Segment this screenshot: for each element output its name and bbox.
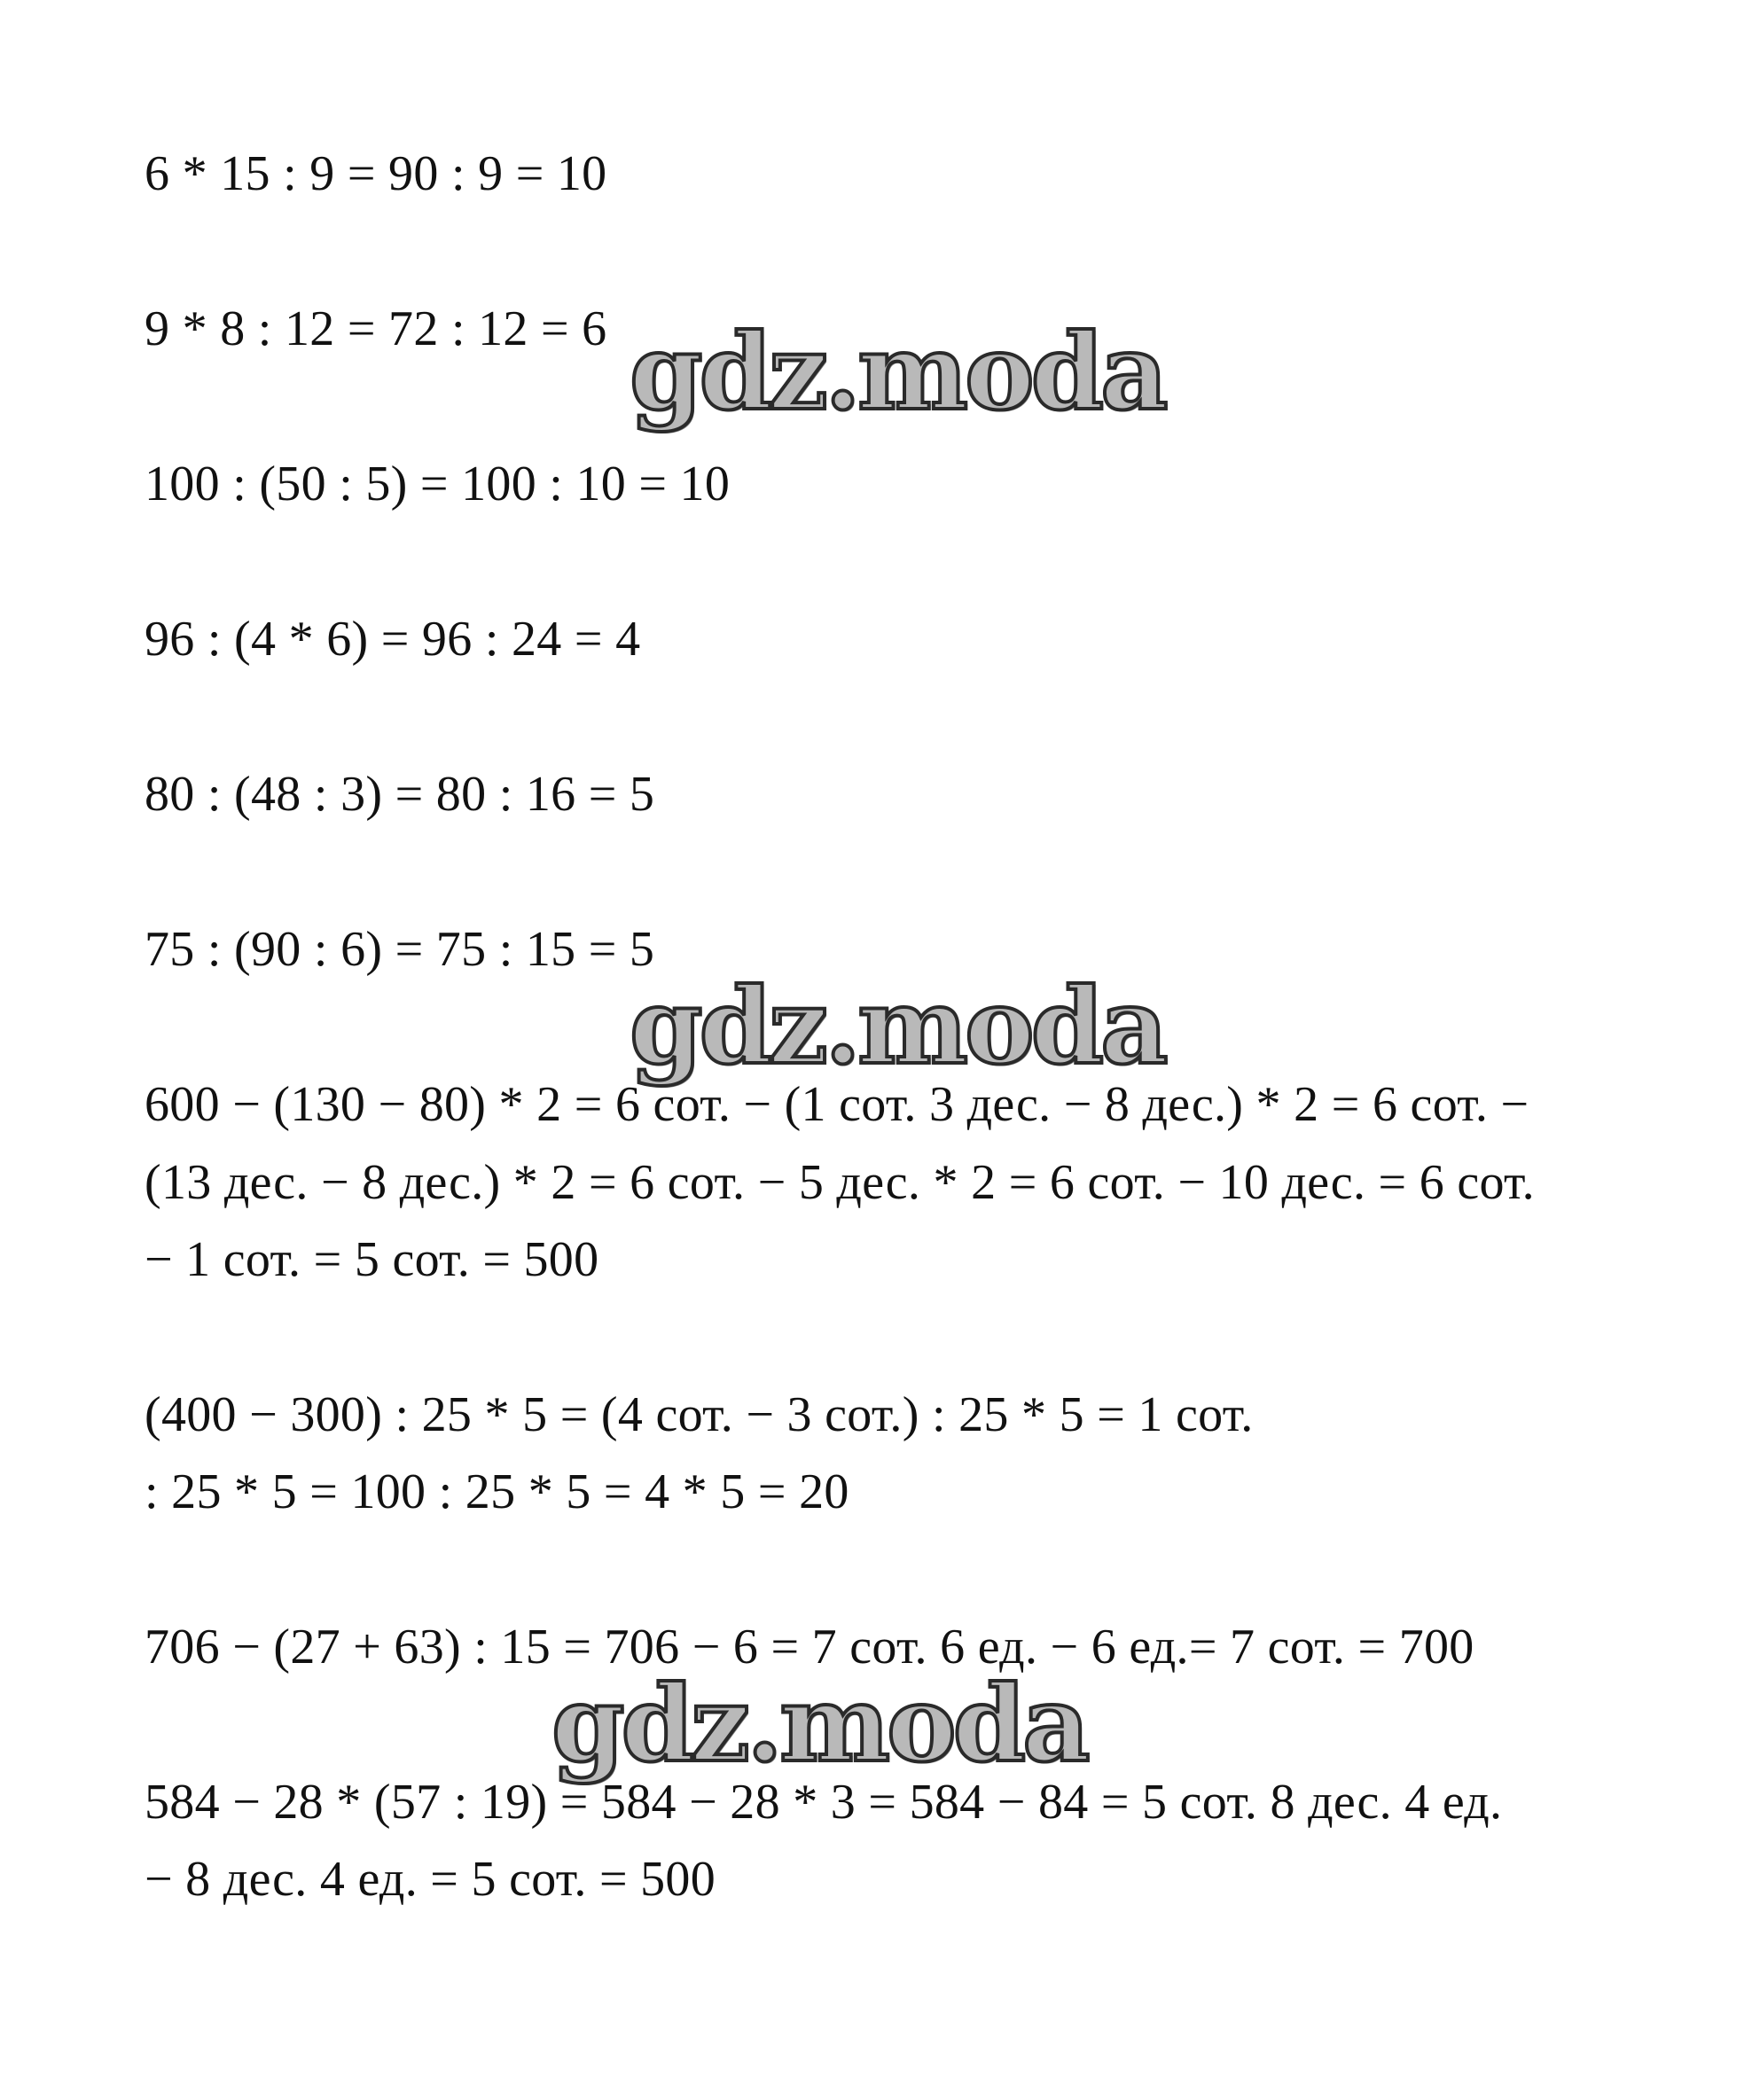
equation-line-3: 100 : (50 : 5) = 100 : 10 = 10	[145, 457, 731, 511]
watermark-logo-2: gdz.moda	[630, 964, 1165, 1088]
equation-line-9: − 1 сот. = 5 сот. = 500	[145, 1232, 599, 1287]
watermark-logo-1: gdz.moda	[630, 310, 1165, 433]
equation-line-8: (13 дес. − 8 дес.) * 2 = 6 сот. − 5 дес. * 2 = 6 сот. − 10 дес. = 6 сот.	[145, 1155, 1535, 1210]
equation-line-12: 706 − (27 + 63) : 15 = 706 − 6 = 7 сот. 6 ед. − 6 ед.= 7 сот. = 700	[145, 1620, 1474, 1675]
equation-line-7: 600 − (130 − 80) * 2 = 6 сот. − (1 сот. 3 дес. − 8 дес.) * 2 = 6 сот. −	[145, 1077, 1529, 1132]
equation-line-4: 96 : (4 * 6) = 96 : 24 = 4	[145, 612, 641, 667]
equation-line-5: 80 : (48 : 3) = 80 : 16 = 5	[145, 767, 655, 822]
equation-line-6: 75 : (90 : 6) = 75 : 15 = 5	[145, 922, 655, 977]
equation-line-13: 584 − 28 * (57 : 19) = 584 − 28 * 3 = 584 − 84 = 5 сот. 8 дес. 4 ед.	[145, 1775, 1503, 1830]
equation-line-1: 6 * 15 : 9 = 90 : 9 = 10	[145, 146, 607, 201]
equation-line-14: − 8 дес. 4 ед. = 5 сот. = 500	[145, 1852, 716, 1907]
equation-line-10: (400 − 300) : 25 * 5 = (4 сот. − 3 сот.) : 25 * 5 = 1 сот.	[145, 1387, 1254, 1442]
equation-line-11: : 25 * 5 = 100 : 25 * 5 = 4 * 5 = 20	[145, 1464, 849, 1519]
watermark-logo-3: gdz.moda	[551, 1662, 1087, 1785]
equation-line-2: 9 * 8 : 12 = 72 : 12 = 6	[145, 301, 607, 356]
